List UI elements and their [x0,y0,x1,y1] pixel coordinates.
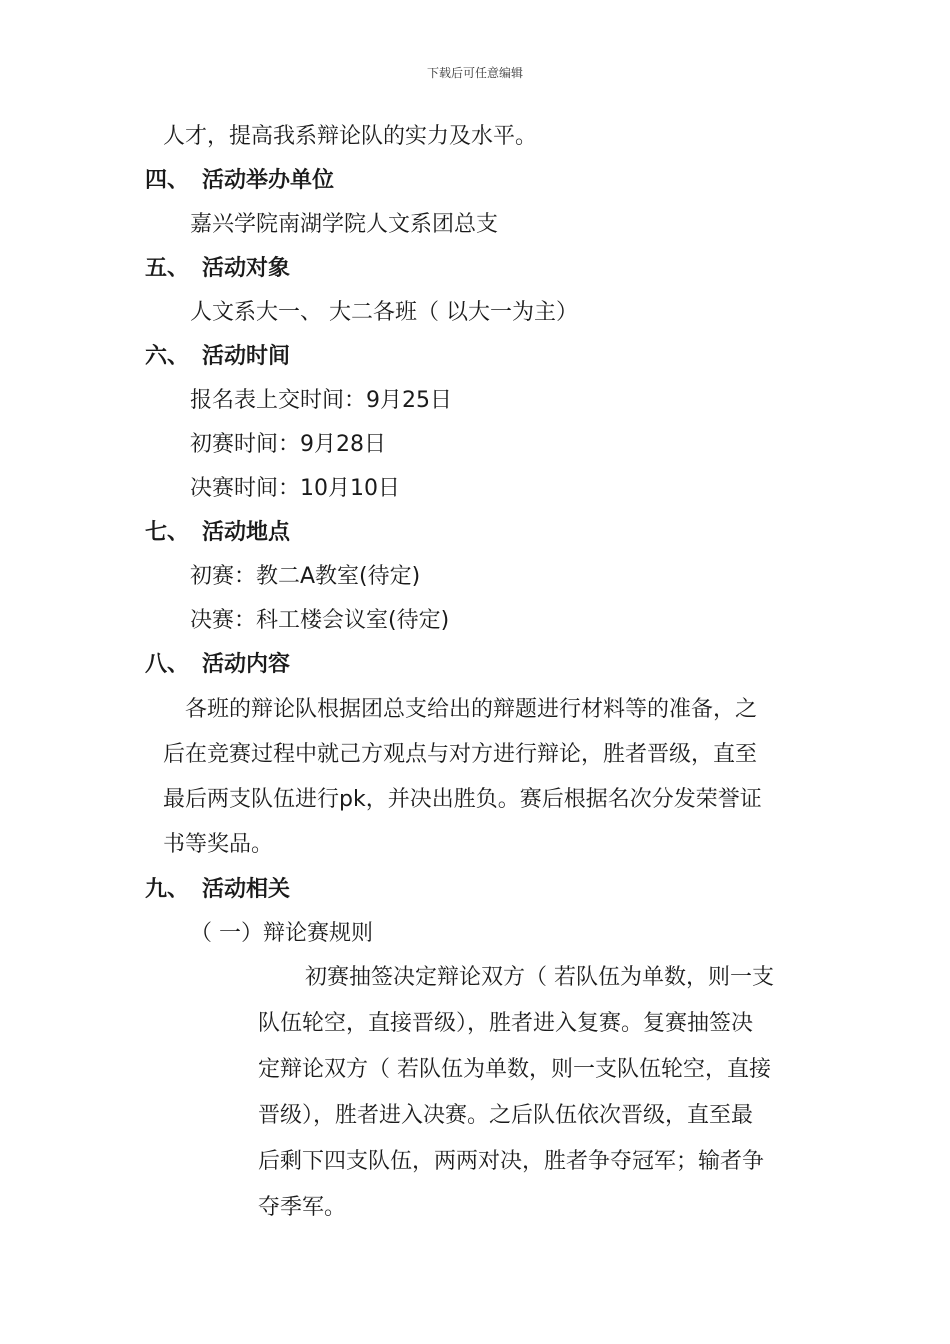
section-4-body-line: 嘉兴学院南湖学院人文系团总支 [190,212,499,237]
section-title: 活动内容 [202,652,291,677]
section-8-paragraph-line: 各班的辩论队根据团总支给出的辩题进行材料等的准备，之 [185,697,758,722]
section-title: 活动相关 [202,877,291,902]
section-heading-7 [145,518,290,548]
rules-paragraph-line: 队伍轮空，直接晋级），胜者进入复赛。复赛抽签决 [258,1011,754,1036]
section-number: 九、 [145,877,190,902]
section-title: 活动举办单位 [202,168,335,193]
section-8-paragraph-line: 最后两支队伍进行pk，并决出胜负。赛后根据名次分发荣誉证 [163,787,762,812]
section-6-body-line: 决赛时间：10月10日 [190,476,400,501]
section-6-body-line: 初赛时间：9月28日 [190,432,386,457]
section-heading-8 [145,650,290,680]
subsection-heading: （ 一）辩论赛规则 [190,921,373,946]
section-number: 七、 [145,520,190,545]
section-7-body-line: 决赛：科工楼会议室(待定) [190,608,450,633]
section-8-paragraph-line: 后在竞赛过程中就己方观点与对方进行辩论，胜者晋级，直至 [163,742,758,767]
section-title: 活动地点 [202,520,291,545]
section-5-body-line: 人文系大一、 大二各班（ 以大一为主） [190,300,578,325]
section-heading-9 [145,875,290,905]
section-heading-4 [145,166,334,196]
rules-paragraph-line: 定辩论双方（ 若队伍为单数，则一支队伍轮空，直接 [258,1057,771,1082]
section-heading-6 [145,342,290,372]
rules-paragraph-line: 晋级），胜者进入决赛。之后队伍依次晋级，直至最 [258,1103,754,1128]
rules-paragraph-line: 后剩下四支队伍，两两对决，胜者争夺冠军；输者争 [258,1149,765,1174]
section-title: 活动时间 [202,344,291,369]
intro-continuation-line: 人才，提高我系辩论队的实力及水平。 [163,124,538,149]
section-6-body-line: 报名表上交时间：9月25日 [190,388,452,413]
rules-paragraph-line: 初赛抽签决定辩论双方（ 若队伍为单数，则一支 [305,965,774,990]
section-heading-5 [145,254,290,284]
rules-paragraph-line: 夺季军。 [258,1195,347,1220]
section-number: 五、 [145,256,190,281]
section-8-paragraph-line: 书等奖品。 [163,832,274,857]
section-7-body-line: 初赛：教二A教室(待定) [190,564,421,589]
page-header-note: 下载后可任意编辑 [426,66,523,80]
section-number: 六、 [145,344,190,369]
section-number: 四、 [145,168,190,193]
section-title: 活动对象 [202,256,291,281]
section-number: 八、 [145,652,190,677]
